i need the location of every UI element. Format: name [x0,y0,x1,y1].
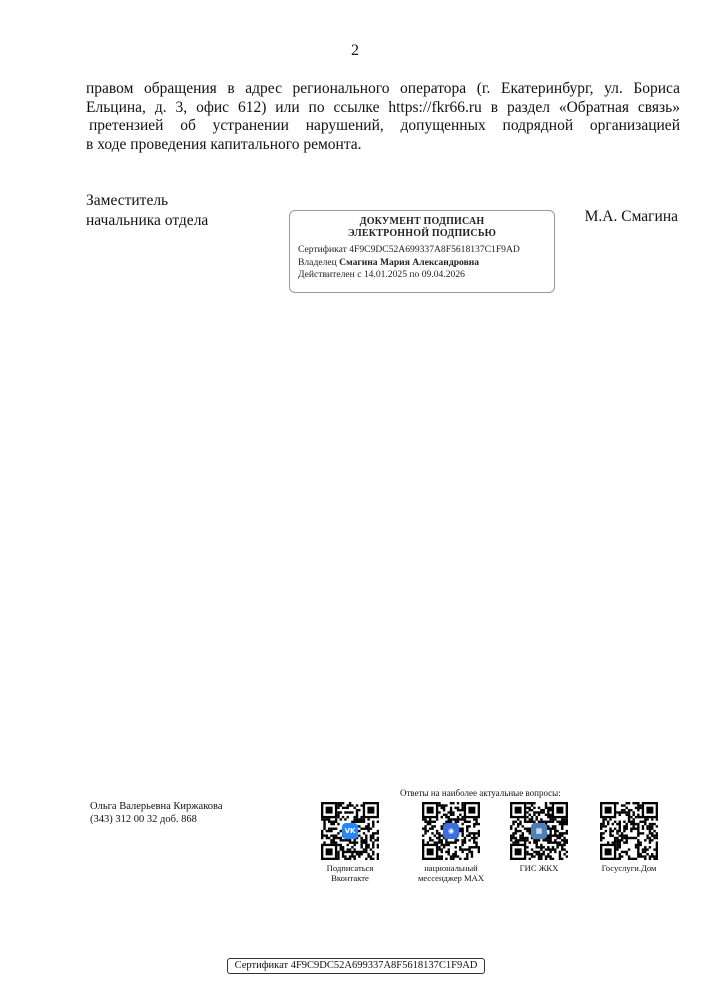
stamp-validity: Действителен с 14.01.2025 по 09.04.2026 [298,269,465,280]
position-line-1: Заместитель [86,192,169,209]
qr-vk[interactable] [314,802,386,883]
page-number: 2 [351,42,359,59]
qr-label-line-1: ГИС ЖКХ [519,863,559,873]
stamp-cert-label: Сертификат [298,244,347,255]
contact-phone: (343) 312 00 32 доб. 868 [90,814,197,825]
stamp-owner [298,257,546,270]
qr-label [503,863,575,873]
stamp-title-line-1: ДОКУМЕНТ ПОДПИСАН [359,216,485,227]
qr-code[interactable] [422,802,480,860]
stamp-title [298,216,546,240]
body-line-2: Ельцина, д. 3, офис 612) или по ссылке https://fkr66.ru в раздел «Обратная связь» [86,98,680,116]
certificate-footer: Сертификат 4F9C9DC52A699337A8F5618137C1F9AD [227,958,485,974]
qr-label-line-2: Вконтакте [331,873,369,883]
body-line-1: правом обращения в адрес регионального оператора (г. Екатеринбург, ул. Бориса [86,80,680,97]
qr-code[interactable] [600,802,658,860]
stamp-certificate [298,244,546,257]
qr-label-line-1: Госуслуги.Дом [601,863,657,873]
qr-label [410,863,492,883]
contact-name: Ольга Валерьевна Киржакова [90,801,223,812]
qr-code[interactable] [321,802,379,860]
signer-position [86,191,208,231]
body-line-3: претензией об устранении нарушений, допущенных подрядной организацией [89,117,680,135]
qr-label-line-1: Подписаться [326,863,374,873]
stamp-owner-value: Смагина Мария Александровна [339,256,480,268]
qr-label [592,863,666,873]
contact-info [90,800,223,826]
qr-max[interactable] [410,802,492,883]
letter-body [86,80,680,154]
gis-zhkh-icon: ▦ [531,823,547,839]
stamp-title-line-2: ЭЛЕКТРОННОЙ ПОДПИСЬЮ [347,228,497,239]
stamp-cert-value: 4F9C9DC52A699337A8F5618137C1F9AD [349,244,520,255]
qr-code[interactable] [510,802,568,860]
body-line-4: в ходе проведения капитального ремонта. [86,135,362,153]
electronic-signature-stamp [289,210,555,293]
vk-icon: VK [342,823,358,839]
max-messenger-icon: ◉ [443,823,459,839]
qr-gosuslugi-dom[interactable] [592,802,666,873]
qr-label [314,863,386,883]
qr-gis-zhkh[interactable] [503,802,575,873]
qr-label-line-2: мессенджер MAX [417,873,485,883]
signer-name: М.А. Смагина [584,208,678,225]
position-line-2: начальника отдела [86,212,209,229]
stamp-owner-label: Владелец [298,256,337,268]
faq-title: Ответы на наиболее актуальные вопросы: [400,788,561,798]
qr-label-line-1: национальный [424,863,478,873]
